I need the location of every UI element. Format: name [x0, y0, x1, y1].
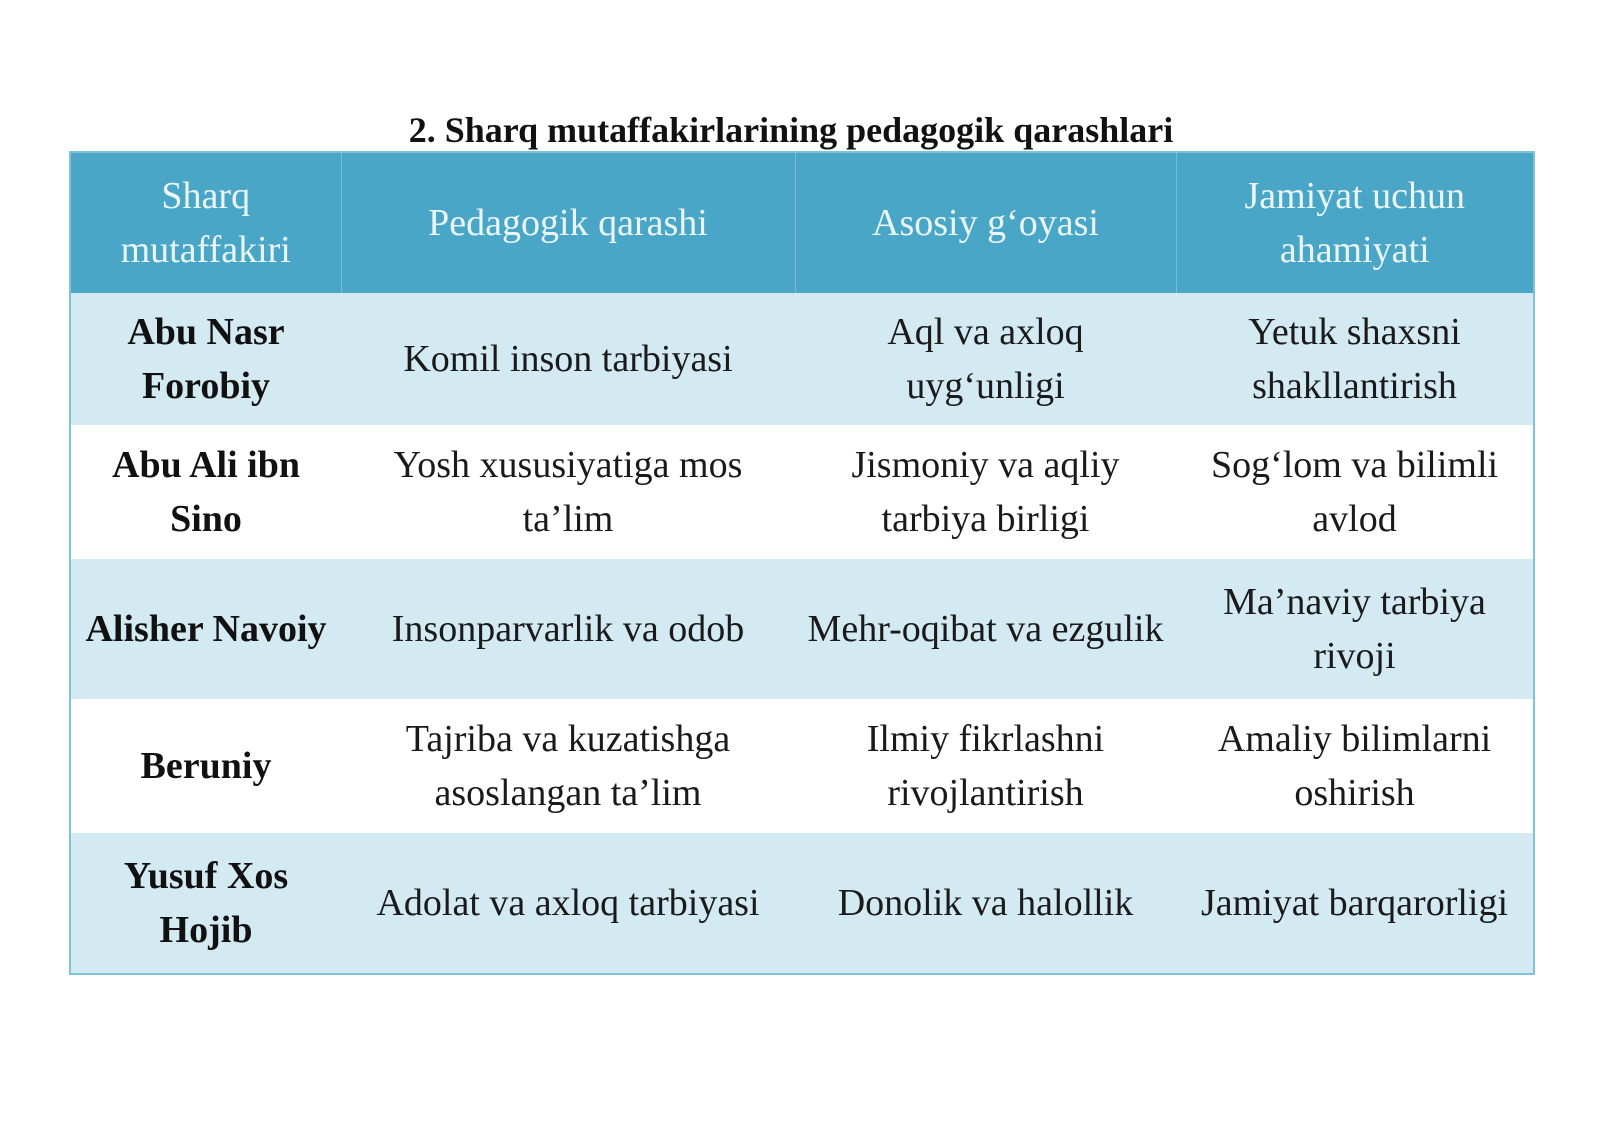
document-title: 2. Sharq mutaffakirlarining pedagogik qarashlari: [408, 110, 1174, 150]
pedagogical-view-cell: Adolat va axloq tarbiyasi: [341, 833, 795, 973]
header-thinker: Sharq mutaffakiri: [71, 153, 341, 293]
header-row: [71, 153, 1533, 293]
significance-cell: Amaliy bilimlarni oshirish: [1176, 699, 1533, 833]
table-row: [71, 833, 1533, 973]
significance-cell: Sog‘lom va bilimli avlod: [1176, 425, 1533, 559]
pedagogical-view-cell: Insonparvarlik va odob: [341, 559, 795, 699]
table-grid: [71, 153, 1533, 973]
thinker-name: Abu Ali ibn Sino: [71, 425, 341, 559]
table-row: [71, 559, 1533, 699]
header-social-significance: Jamiyat uchun ahamiyati: [1176, 153, 1533, 293]
pedagogical-view-cell: Yosh xususiyatiga mos ta’lim: [341, 425, 795, 559]
table-body: [71, 293, 1533, 973]
significance-cell: Ma’naviy tarbiya rivoji: [1176, 559, 1533, 699]
main-idea-cell: Ilmiy fikrlashni rivojlantirish: [795, 699, 1176, 833]
table-row: [71, 425, 1533, 559]
pedagogical-view-cell: Tajriba va kuzatishga asoslangan ta’lim: [341, 699, 795, 833]
thinker-name: Beruniy: [71, 699, 341, 833]
thinker-name: Yusuf Xos Hojib: [71, 833, 341, 973]
header-pedagogical-view: Pedagogik qarashi: [341, 153, 795, 293]
thinkers-table: [69, 151, 1535, 975]
table-row: [71, 699, 1533, 833]
table-row: [71, 293, 1533, 425]
table-header: [71, 153, 1533, 293]
main-idea-cell: Mehr-oqibat va ezgulik: [795, 559, 1176, 699]
thinker-name: Abu Nasr Forobiy: [71, 293, 341, 425]
main-idea-cell: Jismoniy va aqliy tarbiya birligi: [795, 425, 1176, 559]
main-idea-cell: Aql va axloq uyg‘unligi: [795, 293, 1176, 425]
pedagogical-view-cell: Komil inson tarbiyasi: [341, 293, 795, 425]
significance-cell: Yetuk shaxsni shakllantirish: [1176, 293, 1533, 425]
significance-cell: Jamiyat barqarorligi: [1176, 833, 1533, 973]
main-idea-cell: Donolik va halollik: [795, 833, 1176, 973]
thinker-name: Alisher Navoiy: [71, 559, 341, 699]
header-main-idea: Asosiy g‘oyasi: [795, 153, 1176, 293]
